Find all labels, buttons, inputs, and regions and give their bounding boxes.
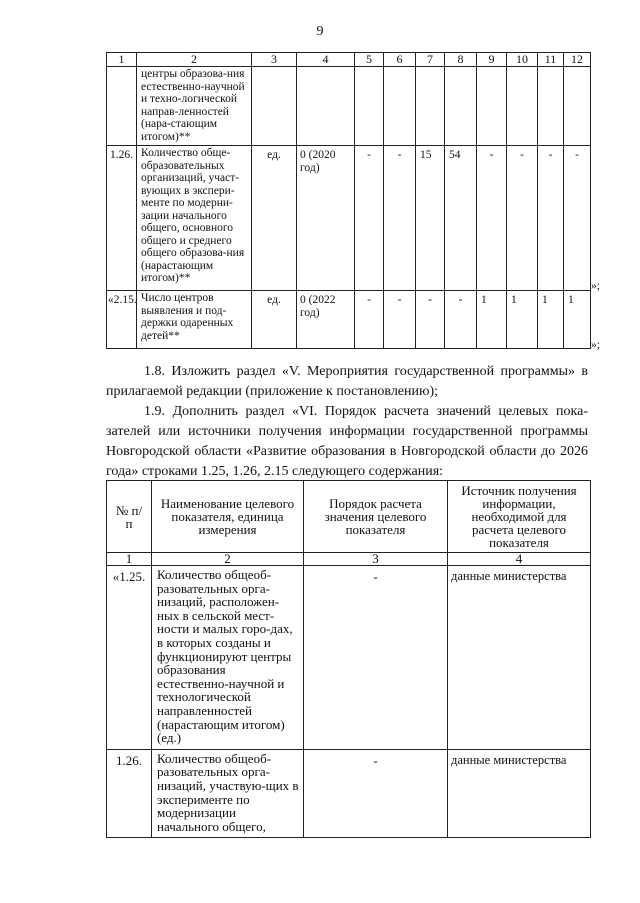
column-header: Порядок расчета значения целевого показателя	[304, 481, 448, 553]
column-number: 6	[384, 53, 416, 67]
table-row	[107, 566, 591, 750]
indicator-name: Количество общеоб-разовательных орга-низаций, расположен-ных в сельской мест-ности и малых горо-дах, в которых созданы и функционируют центры образования естественно-научной и технологической направленностей (нарастающим итогом) (ед.)	[152, 566, 304, 750]
row-number: 1.26.	[107, 749, 152, 838]
year-value: 54	[445, 146, 477, 291]
year-value: 15	[416, 146, 445, 291]
unit: ед.	[252, 291, 297, 349]
unit: ед.	[252, 146, 297, 291]
year-value: -	[384, 146, 416, 291]
targets-table-continued	[106, 52, 591, 349]
closing-quote: »;	[591, 339, 600, 351]
column-number: 1	[107, 53, 137, 67]
year-value: 1	[538, 291, 564, 349]
column-number: 7	[416, 53, 445, 67]
column-number: 4	[448, 553, 591, 566]
year-value: -	[538, 146, 564, 291]
column-number: 4	[297, 53, 355, 67]
row-number: «2.15.	[107, 291, 137, 349]
column-number: 2	[152, 553, 304, 566]
column-number: 8	[445, 53, 477, 67]
page-number: 9	[316, 24, 324, 39]
base-value: 0 (2020 год)	[297, 146, 355, 291]
year-value: 1	[564, 291, 591, 349]
year-value: -	[445, 291, 477, 349]
base-value: 0 (2022 год)	[297, 291, 355, 349]
calculation-method: -	[304, 566, 448, 750]
column-number: 3	[252, 53, 297, 67]
year-value: -	[507, 146, 538, 291]
column-number-row	[107, 553, 591, 566]
closing-quote: »;	[591, 280, 600, 292]
row-number: «1.25.	[107, 566, 152, 750]
column-number-row	[107, 53, 591, 67]
information-source: данные министерства	[448, 566, 591, 750]
indicator-name: Число центров выявления и под-держки одаренных детей**	[137, 291, 252, 349]
paragraph-1-9: 1.9. Дополнить раздел «VI. Порядок расчета значений целевых пока-зателей или источники получения информации государственной программы Новгородской области «Развитие образования в Новгородской области до 2026 года» строками 1.25, 1.26, 2.15 следующего содержания:	[106, 404, 588, 479]
indicator-name: Количество общеоб-разовательных орга-низаций, участвую-щих в эксперименте по модернизации начального общего,	[152, 749, 304, 838]
year-value: -	[355, 146, 384, 291]
table-row	[107, 67, 591, 146]
column-number: 5	[355, 53, 384, 67]
header-row	[107, 481, 591, 553]
table-row	[107, 291, 591, 349]
indicator-name: центры образова-ния естественно-научной и техно-логической направ-ленностей (нара-стающим итогом)**	[137, 67, 252, 146]
column-header: Источник получения информации, необходимой для расчета целевого показателя	[448, 481, 591, 553]
column-number: 1	[107, 553, 152, 566]
year-value: -	[477, 146, 507, 291]
calculation-method: -	[304, 749, 448, 838]
table-row	[107, 146, 591, 291]
column-header: Наименование целевого показателя, единица измерения	[152, 481, 304, 553]
indicator-name: Количество обще-образовательных организаций, участ-вующих в экспери-менте по модерни-зации начального общего, основного общего и среднего общего образова-ния (нарастающим итогом)**	[137, 146, 252, 291]
column-number: 2	[137, 53, 252, 67]
row-number: 1.26.	[107, 146, 137, 291]
year-value: 1	[507, 291, 538, 349]
column-number: 12	[564, 53, 591, 67]
year-value: -	[355, 291, 384, 349]
year-value: -	[384, 291, 416, 349]
column-number: 10	[507, 53, 538, 67]
column-number: 9	[477, 53, 507, 67]
paragraph-1-8: 1.8. Изложить раздел «V. Мероприятия государственной программы» в прилагаемой редакции (приложение к постановлению);	[106, 364, 588, 399]
column-number: 3	[304, 553, 448, 566]
information-source: данные министерства	[448, 749, 591, 838]
table-row	[107, 749, 591, 838]
column-header: № п/п	[107, 481, 152, 553]
column-number: 11	[538, 53, 564, 67]
calculation-table	[106, 480, 591, 838]
year-value: -	[564, 146, 591, 291]
year-value: 1	[477, 291, 507, 349]
year-value: -	[416, 291, 445, 349]
